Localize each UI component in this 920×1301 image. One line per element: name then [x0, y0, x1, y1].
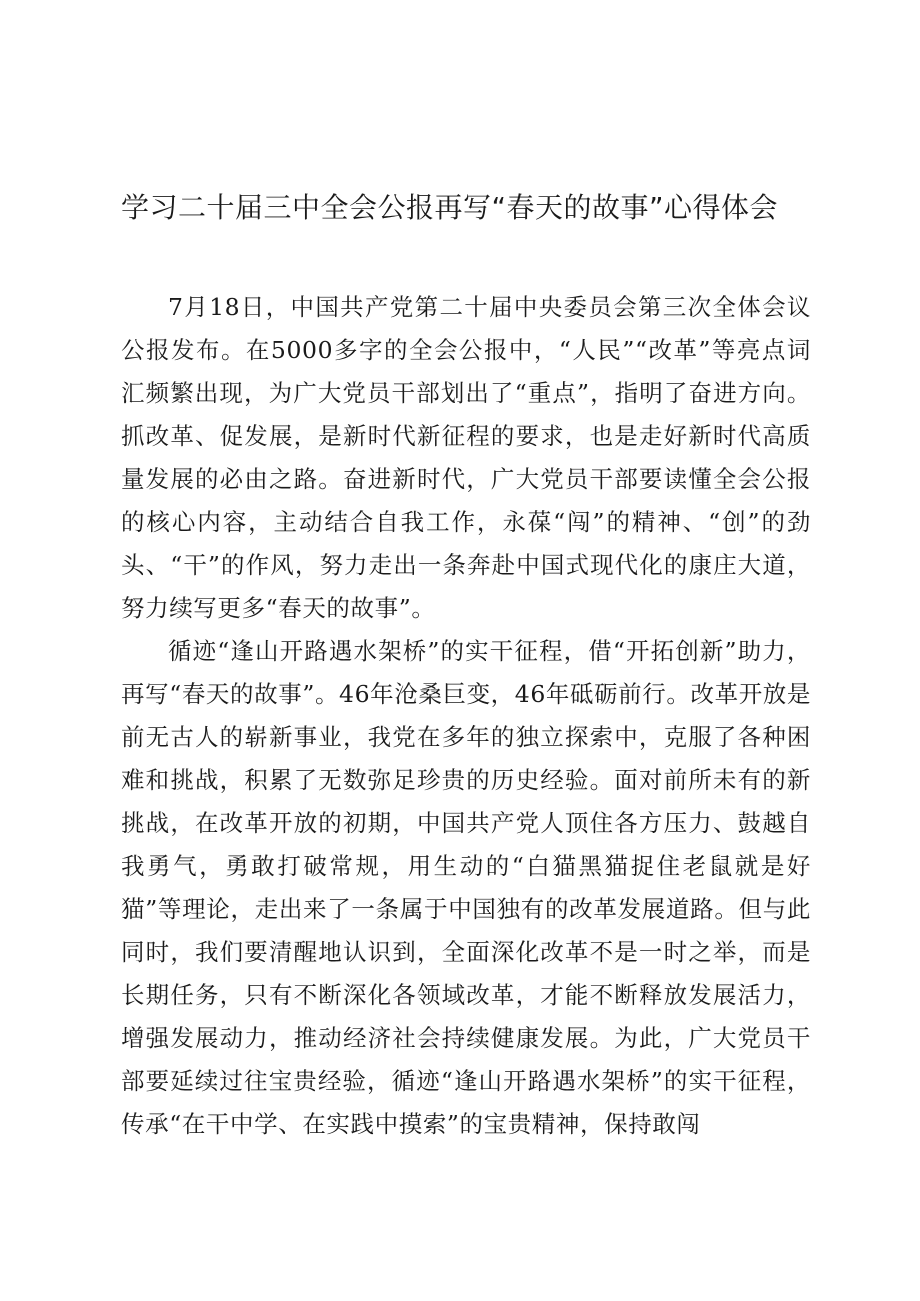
document-body: [121, 286, 811, 1146]
paragraph-1: 7月18日，中国共产党第二十届中央委员会第三次全体会议公报发布。在5000多字的全会公报中，“人民”“改革”等亮点词汇频繁出现，为广大党员干部划出了“重点”，指明了奋进方向。抓改革、促发展，是新时代新征程的要求，也是走好新时代高质量发展的必由之路。奋进新时代，广大党员干部要读懂全会公报的核心内容，主动结合自我工作，永葆“闯”的精神、“创”的劲头、“干”的作风，努力走出一条奔赴中国式现代化的康庄大道，努力续写更多“春天的故事”。: [121, 293, 811, 622]
paragraph-2: 循迹“逢山开路遇水架桥”的实干征程，借“开拓创新”助力，再写“春天的故事”。46年沧桑巨变，46年砥砺前行。改革开放是前无古人的崭新事业，我党在多年的独立探索中，克服了各种困难和挑战，积累了无数弥足珍贵的历史经验。面对前所未有的新挑战，在改革开放的初期，中国共产党人顶住各方压力、鼓越自我勇气，勇敢打破常规，用生动的“白猫黑猫捉住老鼠就是好猫”等理论，走出来了一条属于中国独有的改革发展道路。但与此同时，我们要清醒地认识到，全面深化改革不是一时之举，而是长期任务，只有不断深化各领域改革，才能不断释放发展活力，增强发展动力，推动经济社会持续健康发展。为此，广大党员干部要延续过往宝贵经验，循迹“逢山开路遇水架桥”的实干征程，传承“在干中学、在实践中摸索”的宝贵精神，保持敢闯: [121, 637, 811, 1138]
document-title: 学习二十届三中全会公报再写“春天的故事”心得体会: [121, 191, 779, 224]
